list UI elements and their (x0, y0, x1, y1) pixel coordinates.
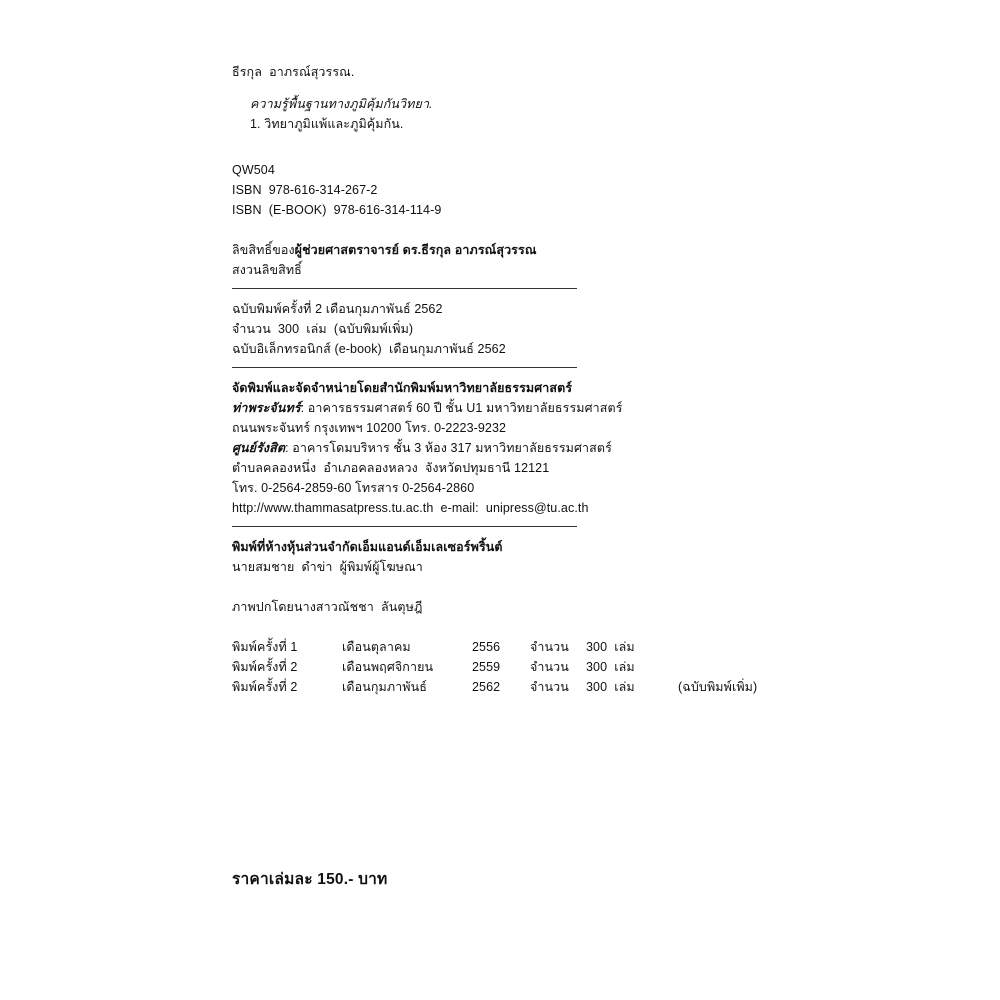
edition-line-1: ฉบับพิมพ์ครั้งที่ 2 เดือนกุมภาพันธ์ 2562 (232, 302, 443, 316)
price-line: ราคาเล่มละ 150.- บาท (232, 871, 388, 888)
title-entry: ความรู้พื้นฐานทางภูมิคุ้มกันวิทยา. (250, 97, 433, 111)
branch-2-address-line2: ตำบลคลองหนึ่ง อำเภอคลองหลวง จังหวัดปทุมธานี 12121 (232, 461, 550, 475)
copyright-holder: ผู้ช่วยศาสตราจารย์ ดร.ธีรกุล อาภรณ์สุวรรณ (294, 243, 537, 257)
printing-month: เดือนตุลาคม (342, 640, 411, 654)
branch-1-label: ท่าพระจันทร์ (232, 401, 301, 415)
printing-qty: 300 เล่ม (586, 640, 635, 654)
printing-year: 2562 (472, 680, 501, 694)
printing-label: พิมพ์ครั้งที่ 2 (232, 680, 298, 694)
printing-month: เดือนพฤศจิกายน (342, 660, 434, 674)
branch-2-label: ศูนย์รังสิต (232, 441, 286, 455)
call-number: QW504 (232, 163, 275, 177)
printing-year: 2556 (472, 640, 501, 654)
author-entry: ธีรกุล อาภรณ์สุวรรณ. (232, 65, 355, 79)
printer-heading (232, 537, 832, 557)
edition-line-3: ฉบับอิเล็กทรอนิกส์ (e-book) เดือนกุมภาพันธ์ 2562 (232, 342, 506, 356)
website-email: http://www.thammasatpress.tu.ac.th e-mail: unipress@tu.ac.th (232, 501, 589, 515)
spacer (232, 134, 832, 160)
subject-entry: 1. วิทยาภูมิแพ้และภูมิคุ้มกัน. (250, 117, 404, 131)
printing-year: 2559 (472, 660, 501, 674)
printing-month: เดือนกุมภาพันธ์ (342, 680, 428, 694)
printing-note: (ฉบับพิมพ์เพิ่ม) (678, 680, 758, 694)
printing-qty: 300 เล่ม (586, 660, 635, 674)
copyright-page-content (232, 62, 832, 697)
isbn-ebook: ISBN (E-BOOK) 978-616-314-114-9 (232, 203, 442, 217)
spacer (232, 617, 832, 637)
spacer (232, 577, 832, 597)
edition-line-2: จำนวน 300 เล่ม (ฉบับพิมพ์เพิ่ม) (232, 322, 414, 336)
printing-label: พิมพ์ครั้งที่ 1 (232, 640, 298, 654)
publisher-branch-1 (232, 398, 832, 418)
branch-1-address: : อาคารธรรมศาสตร์ 60 ปี ชั้น U1 มหาวิทยาลัยธรรมศาสตร์ (300, 401, 623, 415)
divider-3 (232, 526, 577, 527)
spacer (232, 82, 832, 94)
printing-history-row (232, 657, 832, 677)
divider-2 (232, 367, 577, 368)
publisher-heading: จัดพิมพ์และจัดจำหน่ายโดยสำนักพิมพ์มหาวิทยาลัยธรรมศาสตร์ (232, 381, 573, 395)
rights-reserved: สงวนลิขสิทธิ์ (232, 263, 302, 277)
printer-prefix: พิมพ์ที่ (232, 540, 266, 554)
cover-credit: ภาพปกโดยนางสาวณัชชา ลันตุษฎี (232, 600, 423, 614)
printing-qty-label: จำนวน (530, 680, 569, 694)
branch-1-address-line2: ถนนพระจันทร์ กรุงเทพฯ 10200 โทร. 0-2223-9232 (232, 421, 507, 435)
divider-1 (232, 288, 577, 289)
isbn-print: ISBN 978-616-314-267-2 (232, 183, 378, 197)
printing-qty-label: จำนวน (530, 660, 569, 674)
printing-history-row (232, 677, 832, 697)
printer-publisher-person: นายสมชาย ดำข่า ผู้พิมพ์ผู้โฆษณา (232, 560, 423, 574)
printing-history-row (232, 637, 832, 657)
printing-qty-label: จำนวน (530, 640, 569, 654)
printer-name: ห้างหุ้นส่วนจำกัดเอ็มแอนด์เอ็มเลเซอร์พริ้นต์ (265, 540, 503, 554)
copyright-prefix: ลิขสิทธิ์ของ (232, 243, 295, 257)
publisher-branch-2 (232, 438, 832, 458)
spacer (232, 220, 832, 240)
branch-2-phone: โทร. 0-2564-2859-60 โทรสาร 0-2564-2860 (232, 481, 475, 495)
branch-2-address: : อาคารโดมบริหาร ชั้น 3 ห้อง 317 มหาวิทยาลัยธรรมศาสตร์ (285, 441, 612, 455)
copyright-statement (232, 240, 832, 260)
printing-qty: 300 เล่ม (586, 680, 635, 694)
printing-label: พิมพ์ครั้งที่ 2 (232, 660, 298, 674)
